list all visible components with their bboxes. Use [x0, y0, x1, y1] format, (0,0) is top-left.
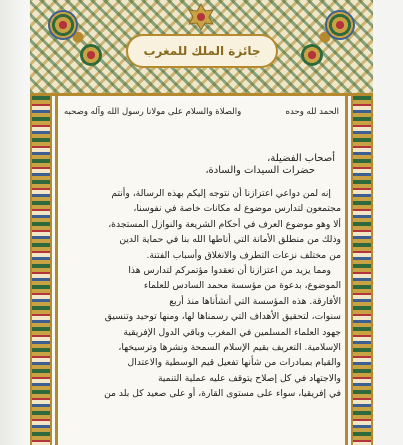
letter-text — [62, 107, 341, 401]
right-inner-rule — [345, 96, 348, 445]
body-line: جهود العلماء المسلمين في المغرب وباقي الدول الإفريقية — [123, 326, 341, 338]
opening-right: الحمد لله وحده — [285, 107, 339, 117]
right-border-ornament — [351, 96, 373, 445]
ornamental-header — [30, 0, 373, 96]
page-title: جائزة الملك للمغرب — [143, 44, 261, 58]
body-line: الأفارقة. هذه المؤسسة التي أنشأناها منذ أربع — [169, 295, 341, 307]
rosette-ornament-icon — [80, 44, 102, 66]
body-line: إنه لمن دواعي اعتزازنا أن نتوجه إليكم بهذه الرسالة، وأنتم — [111, 188, 331, 199]
title-cartouche — [126, 34, 278, 68]
ornamental-frame — [30, 0, 373, 445]
body-line: الإسلامية. التعريف بقيم الإسلام السمحة ونشرها وترسيخها، — [118, 341, 341, 353]
letter-body — [62, 186, 341, 401]
royal-crest-icon — [182, 2, 220, 32]
body-line: مجتمعون لتدارس موضوع له مكانات خاصة في نفوسنا، — [133, 203, 341, 215]
body-line: وذلك من منطلق الأمانة التي أناطها الله بنا في حماية الدين — [119, 234, 341, 246]
body-line: سنوات، لتحقيق الأهداف التي رسمناها لها، ومنها توحيد وتنسيق — [104, 311, 341, 323]
body-line: من مختلف نزعات التطرف والانغلاق وأسباب الفتنة. — [146, 249, 341, 261]
salutation: أصحاب الفضيلة، — [267, 153, 335, 164]
rosette-ornament-icon — [301, 44, 323, 66]
rosette-ornament-icon — [48, 10, 78, 40]
rosette-ornament-icon — [325, 10, 355, 40]
body-line: في إفريقيا، سواء على مستوى القارة، أو على صعيد كل بلد من — [104, 388, 341, 400]
left-border-ornament — [30, 96, 52, 445]
body-line: والقيام بمبادرات من شأنها تفعيل قيم الوسطية والاعتدال — [127, 357, 341, 369]
body-line: الموضوع، بدعوة من مؤسسة محمد السادس للعلماء — [143, 280, 341, 292]
letter-paper — [58, 99, 345, 445]
body-line: ألا وهو موضوع العرف في أحكام الشريعة والنوازل المستجدة، — [108, 218, 341, 230]
opening-invocation — [62, 107, 341, 117]
salutation-second: حضرات السيدات والسادة، — [205, 165, 315, 176]
body-line: ومما يزيد من اعتزازنا أن تعقدوا مؤتمركم لتدارس هذا — [128, 264, 331, 276]
opening-left: والصلاة والسلام على مولانا رسول الله وآله وصحبه — [64, 107, 242, 117]
body-line: والاجتهاد في كل إصلاح يتوقف عليه عملية التنمية — [157, 372, 341, 384]
